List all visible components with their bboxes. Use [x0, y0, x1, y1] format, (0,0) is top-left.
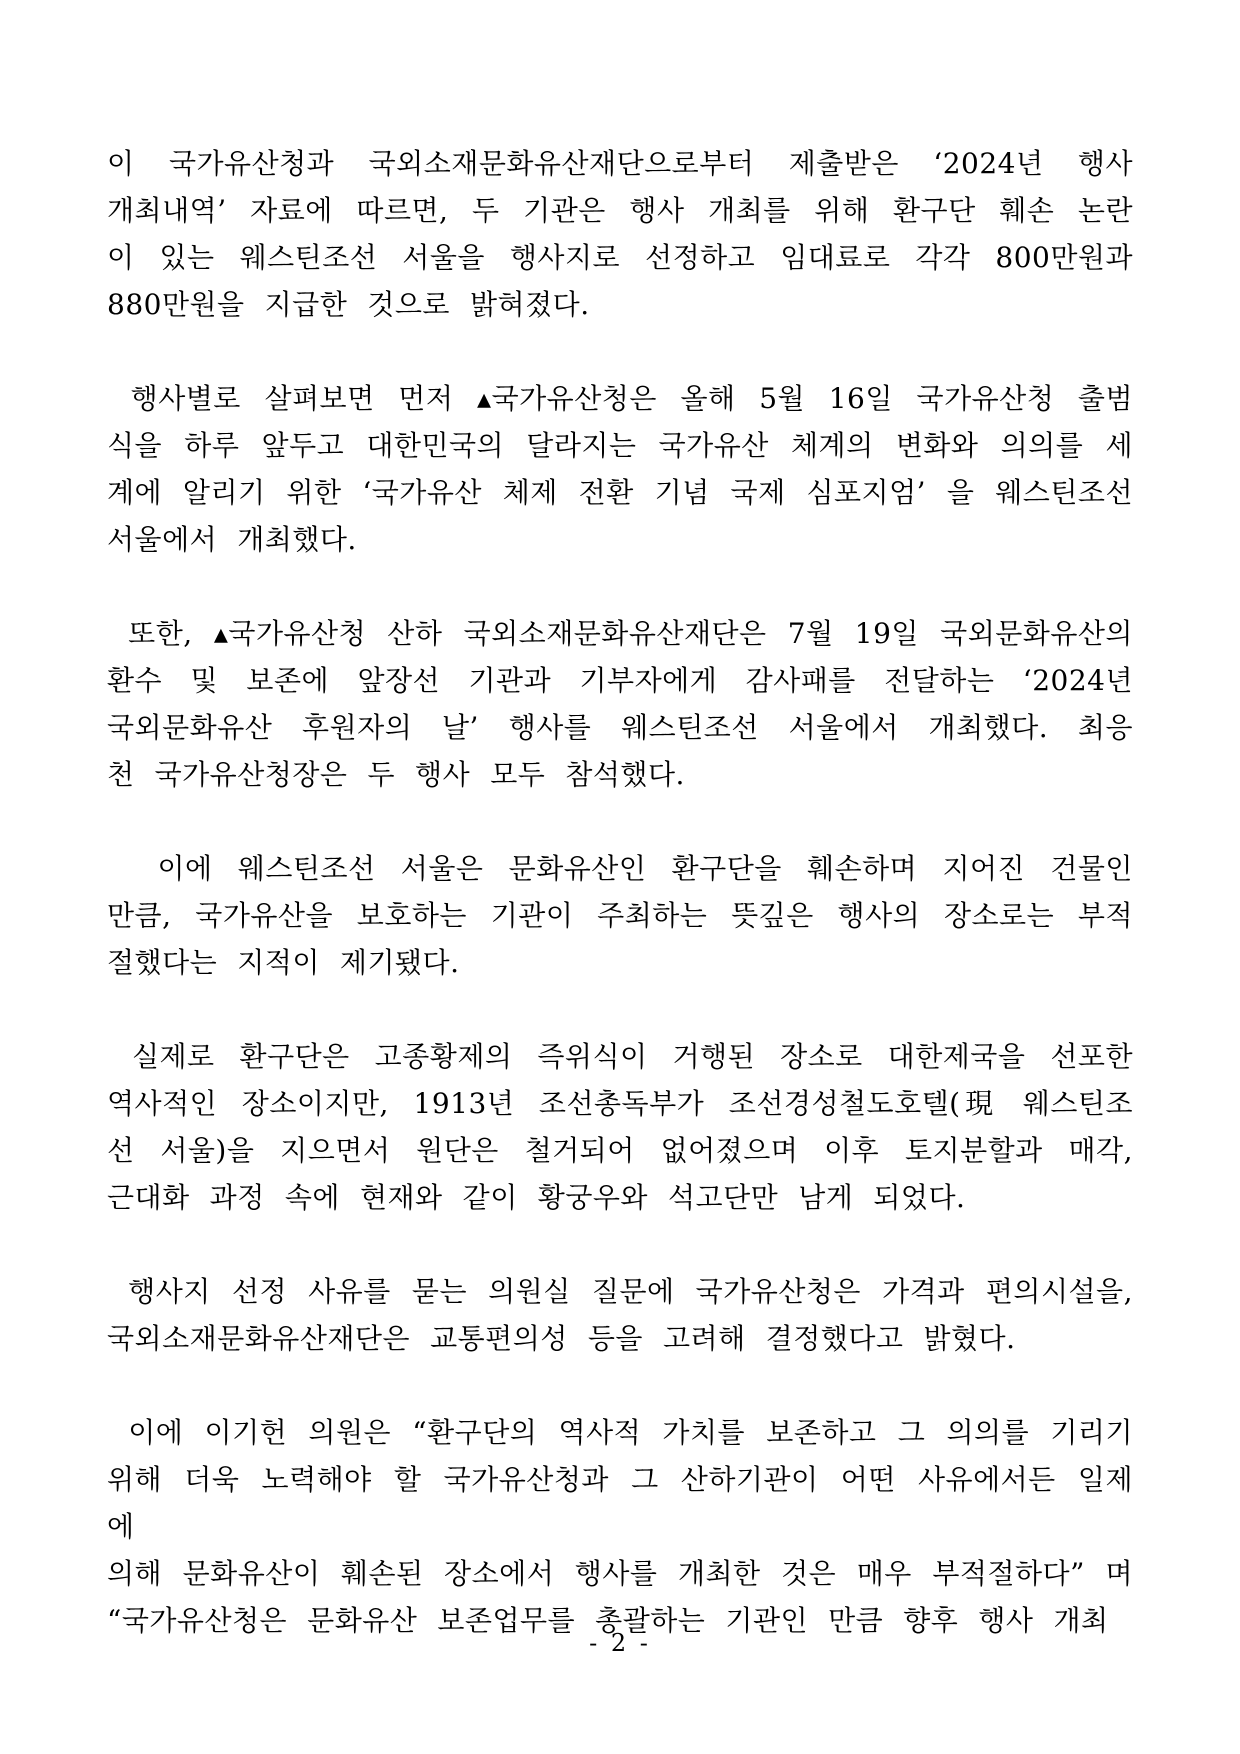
text-line: 개최내역’ 자료에 따르면, 두 기관은 행사 개최를 위해 환구단 훼손 논란	[107, 194, 1133, 227]
paragraph	[107, 610, 1133, 798]
text-line: 식을 하루 앞두고 대한민국의 달라지는 국가유산 체계의 변화와 의의를 세	[107, 429, 1133, 462]
page-number: - 2 -	[589, 1629, 651, 1657]
text-line: 의해 문화유산이 훼손된 장소에서 행사를 개최한 것은 매우 부적절하다” 며	[107, 1557, 1133, 1590]
text-line: 이에 웨스틴조선 서울은 문화유산인 환구단을 훼손하며 지어진 건물인	[107, 852, 1133, 885]
text-line: 근대화 과정 속에 현재와 같이 황궁우와 석고단만 남게 되었다.	[107, 1181, 966, 1214]
press-release-body	[107, 140, 1133, 1644]
text-line: 역사적인 장소이지만, 1913년 조선총독부가 조선경성철도호텔(現 웨스틴조	[107, 1087, 1133, 1120]
text-line: 국외문화유산 후원자의 날’ 행사를 웨스틴조선 서울에서 개최했다. 최응	[107, 711, 1133, 744]
paragraph	[107, 1409, 1133, 1644]
text-line: 이 있는 웨스틴조선 서울을 행사지로 선정하고 임대료로 각각 800만원과	[107, 241, 1133, 274]
text-line: 실제로 환구단은 고종황제의 즉위식이 거행된 장소로 대한제국을 선포한	[107, 1040, 1133, 1073]
text-line: 행사별로 살펴보면 먼저 ▴국가유산청은 올해 5월 16일 국가유산청 출범	[107, 382, 1133, 415]
text-line: 이 국가유산청과 국외소재문화유산재단으로부터 제출받은 ‘2024년 행사	[107, 147, 1133, 180]
paragraph	[107, 1268, 1133, 1362]
text-line: 만큼, 국가유산을 보호하는 기관이 주최하는 뜻깊은 행사의 장소로는 부적	[107, 899, 1133, 932]
paragraph	[107, 1033, 1133, 1221]
paragraph	[107, 375, 1133, 563]
paragraph	[107, 845, 1133, 986]
text-line: 행사지 선정 사유를 묻는 의원실 질문에 국가유산청은 가격과 편의시설을,	[107, 1275, 1134, 1308]
text-line: 880만원을 지급한 것으로 밝혀졌다.	[107, 288, 590, 321]
text-line: 위해 더욱 노력해야 할 국가유산청과 그 산하기관이 어떤 사유에서든 일제에	[107, 1463, 1133, 1543]
text-line: 또한, ▴국가유산청 산하 국외소재문화유산재단은 7월 19일 국외문화유산의	[107, 617, 1133, 650]
text-line: 이에 이기헌 의원은 “환구단의 역사적 가치를 보존하고 그 의의를 기리기	[107, 1416, 1133, 1449]
text-line: 환수 및 보존에 앞장선 기관과 기부자에게 감사패를 전달하는 ‘2024년	[107, 664, 1133, 697]
text-line: 선 서울)을 지으면서 원단은 철거되어 없어졌으며 이후 토지분할과 매각,	[107, 1134, 1133, 1167]
text-line: 절했다는 지적이 제기됐다.	[107, 946, 460, 979]
paragraph	[107, 140, 1133, 328]
text-line: 국외소재문화유산재단은 교통편의성 등을 고려해 결정했다고 밝혔다.	[107, 1322, 1016, 1355]
text-line: “국가유산청은 문화유산 보존업무를 총괄하는 기관인 만큼 향후 행사 개최	[107, 1604, 1109, 1637]
text-line: 서울에서 개최했다.	[107, 523, 357, 556]
text-line: 천 국가유산청장은 두 행사 모두 참석했다.	[107, 758, 685, 791]
text-line: 계에 알리기 위한 ‘국가유산 체제 전환 기념 국제 심포지엄’ 을 웨스틴조선	[107, 476, 1133, 509]
